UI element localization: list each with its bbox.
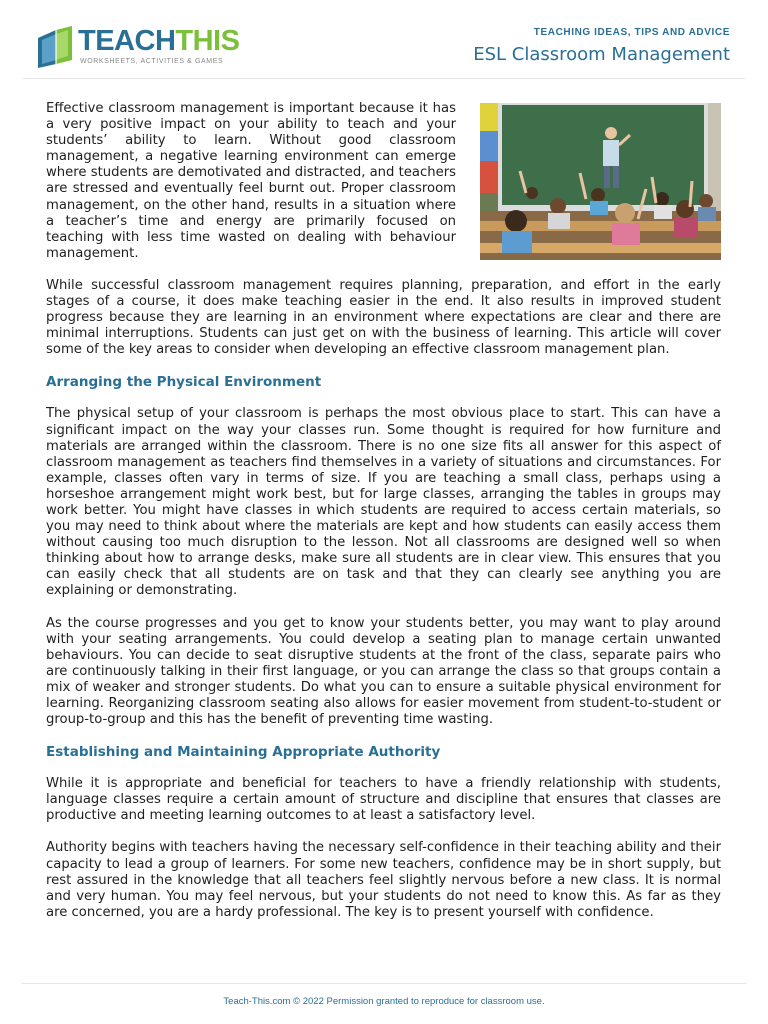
page-footer: Teach-This.com © 2022 Permission granted to reproduce for classroom use. bbox=[223, 996, 545, 1007]
header-kicker: TEACHING IDEAS, TIPS AND ADVICE bbox=[533, 27, 730, 38]
logo-word-this: THIS bbox=[175, 25, 240, 57]
page-title: ESL Classroom Management bbox=[473, 44, 730, 65]
intro-paragraph: Effective classroom management is important because it has a very positive impact on your ability to teach and your students’ ability to learn. Without good classroom management, a negative learning environment can emerge where students are demotivated and distracted, and teachers are stressed and eventually feel burnt out. Proper classroom management, on the other hand, results in a situation where a teacher’s time and energy are primarily focused on teaching with less time wasted on dealing with behaviour management. bbox=[46, 101, 456, 261]
logo-wordmark bbox=[78, 24, 239, 58]
paragraph: Authority begins with teachers having the necessary self-confidence in their teaching ability and their capacity to lead a group of learners. For some new teachers, confidence may be in short supply, but rest assured in the knowledge that all teachers feel slightly nervous before a new class. It is normal and very human. You may feel nervous, but your students do not need to know this. As far as they are concerned, you are a hardy professional. The key is to present yourself with confidence. bbox=[46, 840, 721, 920]
page-header bbox=[22, 14, 746, 79]
article-body bbox=[46, 101, 721, 937]
book-logo-icon bbox=[36, 24, 76, 68]
paragraph: The physical setup of your classroom is perhaps the most obvious place to start. This can have a significant impact on the way your classes run. Some thought is required for how furniture and materials are arranged within the classroom. There is no one size fits all answer for this aspect of classroom management as teachers find themselves in a variety of situations and circumstances. For example, classes often vary in terms of size. If you are teaching a small class, perhaps using a horseshoe arrangement might work best, but for large classes, arranging the tables in groups may work better. You might have classes in which students are required to access certain materials, so you may need to think about where the materials are kept and how students can easily access them without causing too much disruption to the lesson. Not all classrooms are designed well so when thinking about how to arrange desks, make sure all students are in clear view. This ensures that you can easily check that all students are on task and that they can clearly see anything you are explaining or demonstrating. bbox=[46, 406, 721, 599]
logo-tagline: WORKSHEETS, ACTIVITIES & GAMES bbox=[80, 58, 224, 65]
paragraph: While it is appropriate and beneficial for teachers to have a friendly relationship with students, language classes require a certain amount of structure and discipline that ensures that classes are productive and meeting learning outcomes to at least a satisfactory level. bbox=[46, 776, 721, 824]
teach-this-logo[interactable] bbox=[36, 22, 240, 70]
footer-divider bbox=[22, 983, 746, 984]
paragraph: As the course progresses and you get to know your students better, you may want to play around with your seating arrangements. You could develop a seating plan to manage certain unwanted behaviours. You can decide to seat disruptive students at the front of the class, separate pairs who are continuously talking in their first language, or you can arrange the class so that groups contain a mix of weaker and stronger students. Do what you can to ensure a suitable physical environment for learning. Reorganizing classroom seating also allows for easier movement from student-to-student or group-to-group and this has the benefit of preventing time wasting. bbox=[46, 615, 721, 728]
paragraph: While successful classroom management requires planning, preparation, and effort in the early stages of a course, it does make teaching easier in the end. It also results in improved student progress because they are learning in an environment where expectations are clear and there are minimal interruptions. Students can just get on with the business of learning. This article will cover some of the key areas to consider when developing an effective classroom management plan. bbox=[46, 277, 721, 358]
section-heading-authority: Establishing and Maintaining Appropriate Authority bbox=[46, 744, 441, 761]
logo-word-teach: TEACH bbox=[78, 25, 176, 57]
section-heading-physical-environment: Arranging the Physical Environment bbox=[46, 374, 322, 391]
